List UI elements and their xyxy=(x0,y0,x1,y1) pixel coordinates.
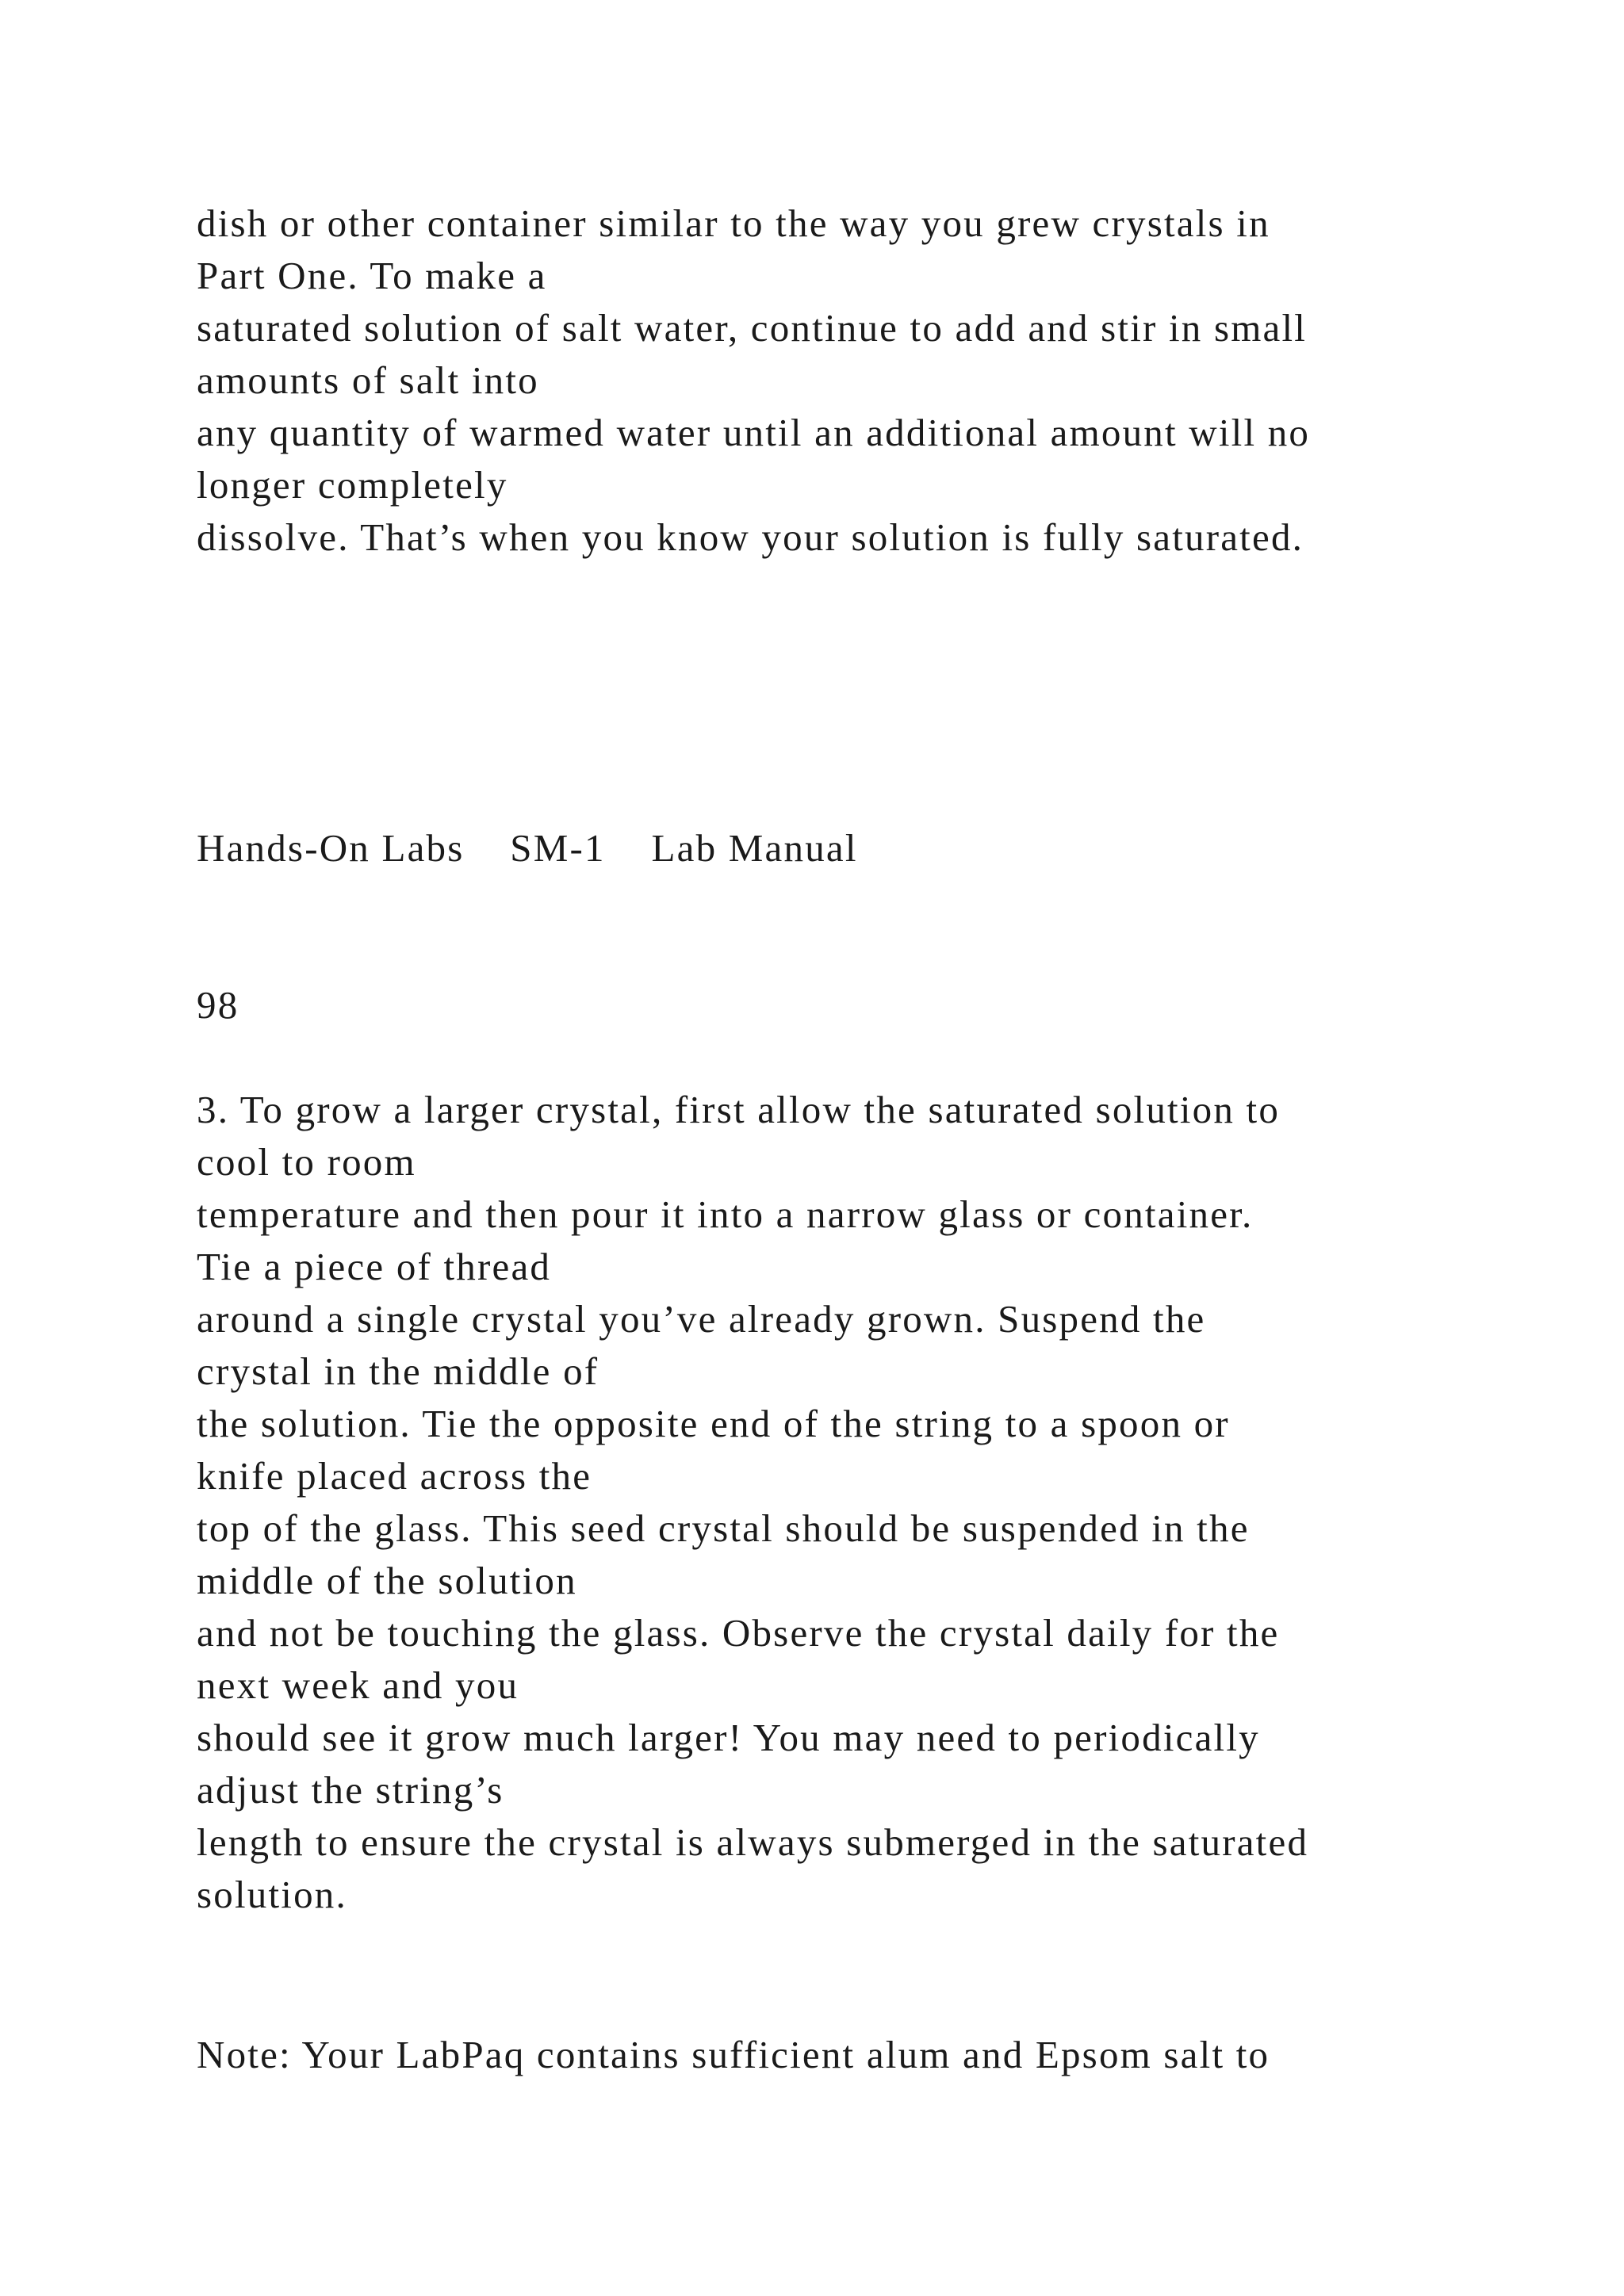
text-line: Part One. To make a xyxy=(197,254,547,297)
text-line: longer completely xyxy=(197,463,508,507)
text-line: around a single crystal you’ve already grown. Suspend the xyxy=(197,1297,1206,1341)
text-line: middle of the solution xyxy=(197,1559,577,1602)
text-line: length to ensure the crystal is always submerged in the saturated xyxy=(197,1820,1309,1864)
text-line: saturated solution of salt water, continue to add and stir in small xyxy=(197,306,1308,350)
text-line: cool to room xyxy=(197,1140,416,1184)
text-line: amounts of salt into xyxy=(197,358,539,402)
text-line: dissolve. That’s when you know your solution is fully saturated. xyxy=(197,515,1304,559)
text-line: Tie a piece of thread xyxy=(197,1245,552,1288)
note-text: Note: Your LabPaq contains sufficient alum and Epsom salt to xyxy=(197,2033,1270,2076)
text-line: 3. To grow a larger crystal, first allow the saturated solution to xyxy=(197,1088,1281,1131)
text-line: adjust the string’s xyxy=(197,1768,504,1812)
text-line: knife placed across the xyxy=(197,1454,592,1498)
text-line: the solution. Tie the opposite end of the string to a spoon or xyxy=(197,1402,1230,1445)
text-line: dish or other container similar to the way you grew crystals in xyxy=(197,201,1270,245)
text-line: crystal in the middle of xyxy=(197,1349,599,1393)
text-line: any quantity of warmed water until an additional amount will no xyxy=(197,411,1311,454)
running-footer: Hands-On Labs SM-1 Lab Manual xyxy=(197,826,858,870)
page-number: 98 xyxy=(197,983,239,1027)
text-line: next week and you xyxy=(197,1663,519,1707)
text-line: should see it grow much larger! You may need to periodically xyxy=(197,1716,1260,1759)
text-line: and not be touching the glass. Observe the crystal daily for the xyxy=(197,1611,1280,1655)
text-line: top of the glass. This seed crystal should be suspended in the xyxy=(197,1506,1250,1550)
text-line: solution. xyxy=(197,1873,347,1916)
text-line: temperature and then pour it into a narrow glass or container. xyxy=(197,1192,1254,1236)
